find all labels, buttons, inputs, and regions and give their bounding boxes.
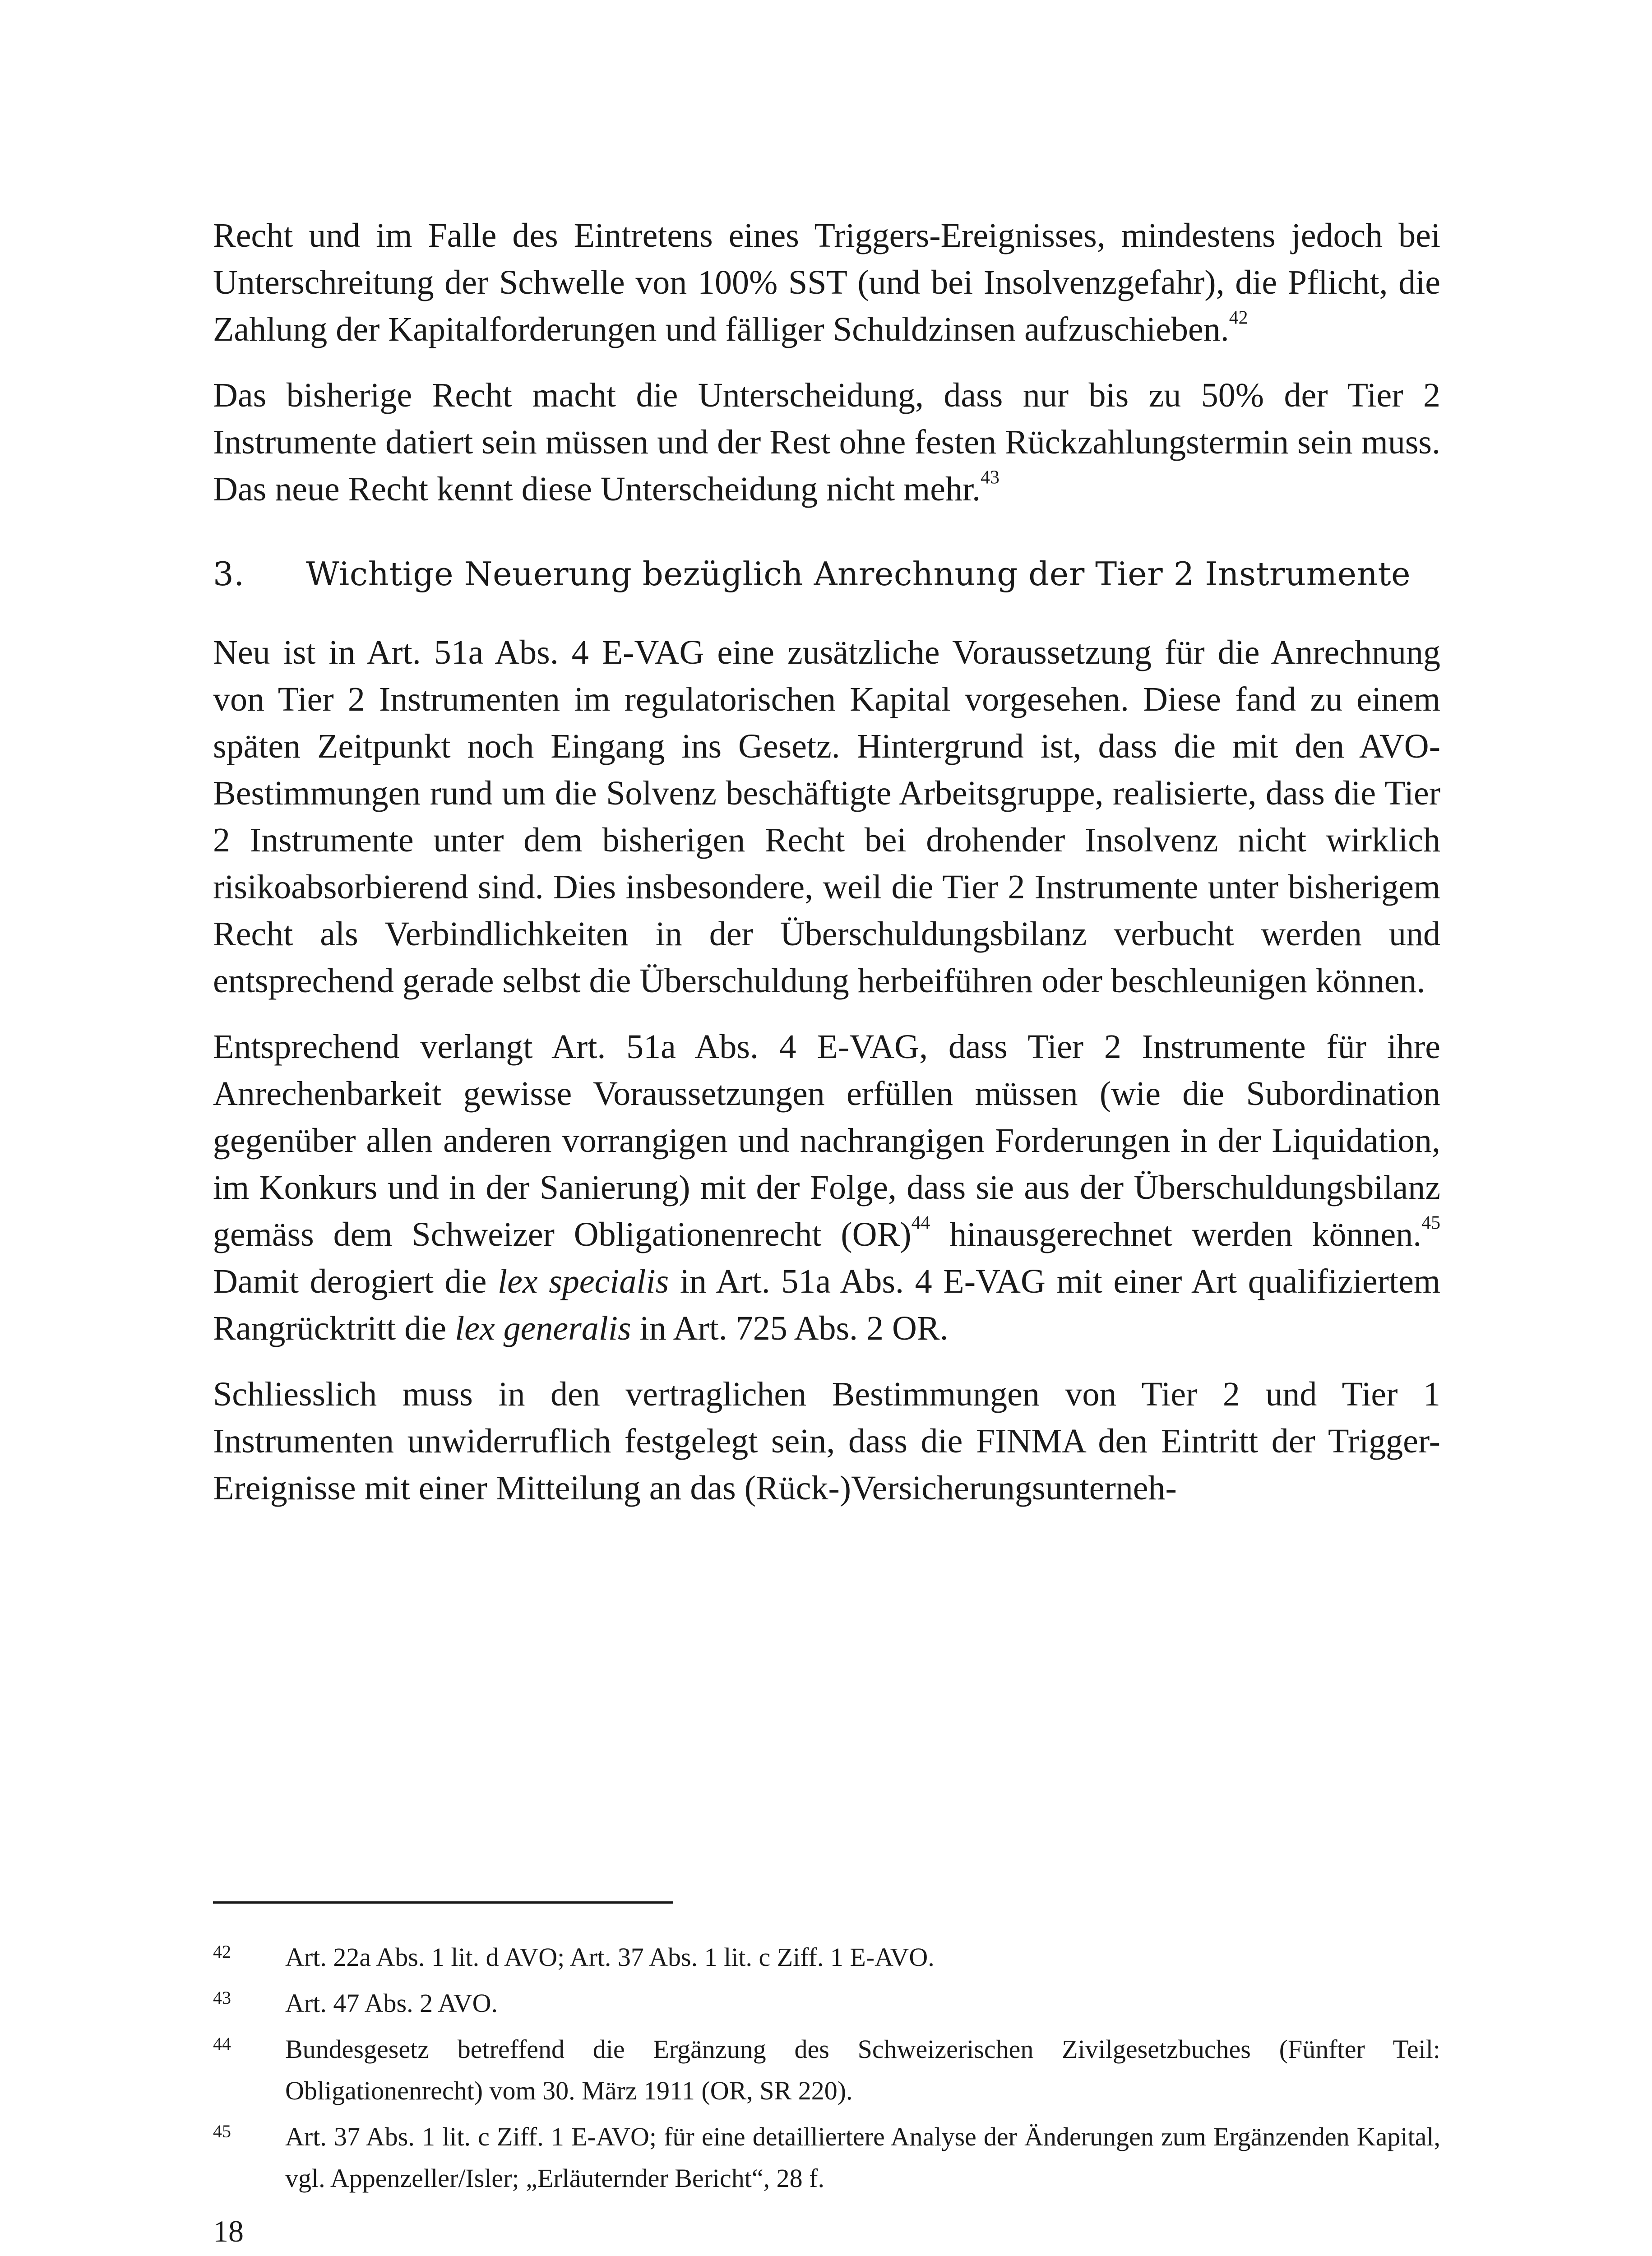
footnote-number: 44 bbox=[213, 2034, 231, 2054]
paragraph-3-text: Neu ist in Art. 51a Abs. 4 E-VAG eine zusätzliche Voraussetzung für die Anrechnung von Tier 2 Instrumenten im regulatorischen Kapital vorgesehen. Diese fand zu einem späten Zeitpunkt noch Eingang ins Gesetz. Hintergrund ist, dass die mit den AVO-Bestimmungen rund um die Solvenz beschäftigte Arbeitsgruppe, realisierte, dass die Tier 2 Instrumente unter dem bisherigen Recht bei drohender Insolvenz nicht wirklich risikoabsorbierend sind. Dies insbesondere, weil die Tier 2 Instrumente unter bisherigem Recht als Verbindlichkeiten in der Überschuldungsbilanz verbucht werden und entsprechend gerade selbst die Überschuldung herbeiführen oder beschleunigen können. bbox=[213, 633, 1440, 1000]
footnote-45 bbox=[213, 2116, 1440, 2199]
paragraph-1-text: Recht und im Falle des Eintretens eines Triggers-Ereignisses, mindestens jedoch bei Unterschreitung der Schwelle von 100% SST (und bei Insolvenzgefahr), die Pflicht, die Zahlung der Kapitalforderungen und fälliger Schuldzinsen aufzuschieben. bbox=[213, 217, 1440, 348]
page-body bbox=[213, 212, 1440, 1530]
paragraph-4-text-4: in Art. 51a Abs. 4 E-VAG mit einer Art qualifiziertem Rangrücktritt die bbox=[213, 1262, 1441, 1347]
footnote-42 bbox=[213, 1937, 1440, 1978]
paragraph-4 bbox=[213, 1023, 1440, 1352]
section-title: Wichtige Neuerung bezüglich Anrechnung der Tier 2 Instrumente bbox=[306, 555, 1411, 593]
footnote-number: 45 bbox=[213, 2121, 231, 2141]
footnote-text: Bundesgesetz betreffend die Ergänzung des Schweizerischen Zivilgesetzbuches (Fünfter Teil: Obligationenrecht) vom 30. März 1911 (OR, SR 220). bbox=[285, 2034, 1440, 2105]
paragraph-2-text: Das bisherige Recht macht die Unterscheidung, dass nur bis zu 50% der Tier 2 Instrumente datiert sein müssen und der Rest ohne festen Rückzahlungstermin sein muss. Das neue Recht kennt diese Unterscheidung nicht mehr. bbox=[213, 376, 1440, 508]
paragraph-4-text-2: hinausgerechnet werden können. bbox=[930, 1216, 1422, 1253]
paragraph-5-text: Schliesslich muss in den vertraglichen Bestimmungen von Tier 2 und Tier 1 Instrumenten unwiderruflich festgelegt sein, dass die FINMA den Eintritt der Trigger-Ereignisse mit einer Mitteilung an das (Rück-)Versicherungsunterneh- bbox=[213, 1375, 1440, 1507]
footnote-separator bbox=[213, 1901, 673, 1904]
footnote-text: Art. 37 Abs. 1 lit. c Ziff. 1 E-AVO; für eine detailliertere Analyse der Änderungen zum Ergänzenden Kapital, vgl. Appenzeller/Isler; „Erläuternder Bericht“, 28 f. bbox=[285, 2122, 1440, 2193]
footnotes bbox=[213, 1937, 1440, 2204]
paragraph-5 bbox=[213, 1371, 1440, 1512]
paragraph-4-text-5: in Art. 725 Abs. 2 OR. bbox=[631, 1309, 949, 1347]
paragraph-4-text-1: Entsprechend verlangt Art. 51a Abs. 4 E-VAG, dass Tier 2 Instrumente für ihre Anrechenbarkeit gewisse Voraussetzungen erfüllen müssen (wie die Subordination gegenüber allen anderen vorrangigen und nachrangigen Forderungen in der Liquidation, im Konkurs und in der Sanierung) mit der Folge, dass sie aus der Überschuldungsbilanz gemäss dem Schweizer Obligationenrecht (OR) bbox=[213, 1028, 1440, 1253]
footnote-ref-42[interactable]: 42 bbox=[1229, 307, 1248, 328]
footnote-44 bbox=[213, 2029, 1440, 2112]
paragraph-2 bbox=[213, 372, 1440, 513]
section-number: 3. bbox=[213, 555, 245, 593]
section-heading bbox=[213, 550, 1440, 597]
footnote-ref-44[interactable]: 44 bbox=[911, 1212, 930, 1234]
page-number: 18 bbox=[213, 2214, 244, 2248]
paragraph-3 bbox=[213, 629, 1440, 1004]
paragraph-4-text-3: Damit derogiert die bbox=[213, 1262, 498, 1300]
footnote-ref-43[interactable]: 43 bbox=[981, 467, 1000, 488]
footnote-text: Art. 47 Abs. 2 AVO. bbox=[285, 1988, 498, 2018]
italic-lex-generalis: lex generalis bbox=[455, 1309, 631, 1347]
footnote-43 bbox=[213, 1983, 1440, 2024]
italic-lex-specialis: lex specialis bbox=[498, 1262, 669, 1300]
footnote-number: 42 bbox=[213, 1942, 231, 1962]
footnote-text: Art. 22a Abs. 1 lit. d AVO; Art. 37 Abs. 1 lit. c Ziff. 1 E-AVO. bbox=[285, 1942, 935, 1972]
footnote-number: 43 bbox=[213, 1988, 231, 2008]
paragraph-1 bbox=[213, 212, 1440, 353]
footnote-ref-45[interactable]: 45 bbox=[1421, 1212, 1441, 1234]
